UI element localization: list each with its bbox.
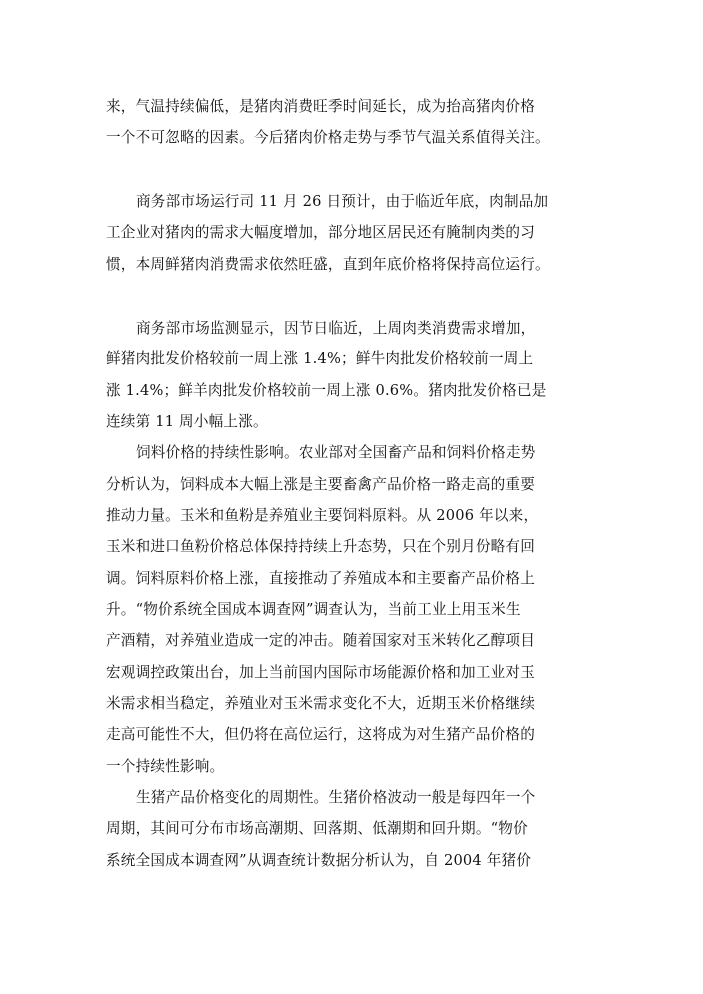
- text-line: 宏观调控政策出台，加上当前国内国际市场能源价格和加工业对玉: [106, 664, 536, 681]
- paragraph-start-line: 商务部市场运行司 11 月 26 日预计，由于临近年底，肉制品加: [136, 193, 549, 210]
- text-line: 产酒精，对养殖业造成一定的冲击。随着国家对玉米转化乙醇项目: [106, 632, 536, 649]
- text-line: 升。“物价系统全国成本调查网”调查认为，当前工业上用玉米生: [106, 601, 521, 618]
- text-line: 推动力量。玉米和鱼粉是养殖业主要饲料原料。从 2006 年以来，: [106, 507, 539, 524]
- text-line: 系统全国成本调查网”从调查统计数据分析认为，自 2004 年猪价: [106, 852, 532, 869]
- paragraph-start-line: 商务部市场监测显示，因节日临近，上周肉类消费需求增加，: [136, 320, 536, 337]
- text-line: 连续第 11 周小幅上涨。: [106, 413, 268, 430]
- text-line: 一个不可忽略的因素。今后猪肉价格走势与季节气温关系值得关注。: [106, 129, 550, 146]
- text-line: 惯，本周鲜猪肉消费需求依然旺盛，直到年底价格将保持高位运行。: [106, 256, 550, 273]
- text-line: 工企业对猪肉的需求大幅度增加，部分地区居民还有腌制肉类的习: [106, 224, 536, 241]
- text-line: 鲜猪肉批发价格较前一周上涨 1.4%；鲜牛肉批发价格较前一周上: [106, 350, 534, 367]
- text-line: 涨 1.4%；鲜羊肉批发价格较前一周上涨 0.6%。猪肉批发价格已是: [106, 382, 547, 399]
- text-line: 调。饲料原料价格上涨，直接推动了养殖成本和主要畜产品价格上: [106, 570, 536, 587]
- text-line: 来，气温持续偏低，是猪肉消费旺季时间延长，成为抬高猪肉价格: [106, 98, 536, 115]
- text-line: 分析认为，饲料成本大幅上涨是主要畜禽产品价格一路走高的重要: [106, 476, 536, 493]
- text-line: 玉米和进口鱼粉价格总体保持持续上升态势，只在个别月份略有回: [106, 538, 536, 555]
- text-line: 周期，其间可分布市场高潮期、回落期、低潮期和回升期。“物价: [106, 820, 528, 837]
- paragraph-start-line: 生猪产品价格变化的周期性。生猪价格波动一般是每四年一个: [136, 789, 536, 806]
- text-line: 走高可能性不大，但仍将在高位运行，这将成为对生猪产品价格的: [106, 726, 536, 743]
- text-line: 一个持续性影响。: [106, 758, 225, 775]
- text-line: 米需求相当稳定，养殖业对玉米需求变化不大，近期玉米价格继续: [106, 695, 536, 712]
- paragraph-start-line: 饲料价格的持续性影响。农业部对全国畜产品和饲料价格走势: [136, 444, 536, 461]
